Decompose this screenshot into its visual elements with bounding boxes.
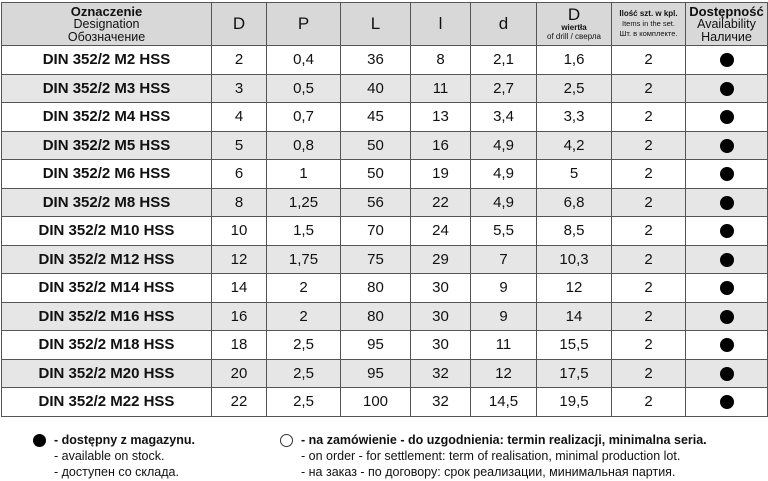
in-stock-dot-icon (720, 110, 734, 124)
cell-d: 9 (471, 302, 537, 331)
cell-quantity: 2 (612, 217, 686, 246)
cell-availability (686, 103, 768, 132)
cell-P: 1,5 (267, 217, 341, 246)
cell-L: 70 (341, 217, 411, 246)
header-row (2, 3, 768, 46)
empty-circle-icon (280, 434, 293, 447)
cell-drill: 17,5 (537, 359, 612, 388)
in-stock-dot-icon (720, 310, 734, 324)
filled-circle-icon (33, 434, 46, 447)
cell-availability (686, 74, 768, 103)
cell-drill: 12 (537, 274, 612, 303)
cell-drill: 3,3 (537, 103, 612, 132)
cell-designation: DIN 352/2 M4 HSS (2, 103, 212, 132)
cell-availability (686, 359, 768, 388)
in-stock-dot-icon (720, 53, 734, 67)
cell-D: 18 (212, 331, 267, 360)
cell-availability (686, 188, 768, 217)
cell-quantity: 2 (612, 131, 686, 160)
cell-availability (686, 331, 768, 360)
table-row (2, 131, 768, 160)
table-row (2, 188, 768, 217)
cell-P: 0,4 (267, 46, 341, 75)
cell-l: 24 (411, 217, 471, 246)
legend-in-stock: - dostępny z magazynu. - available on stock. - доступен со склада. (33, 432, 195, 480)
cell-drill: 14 (537, 302, 612, 331)
cell-l: 11 (411, 74, 471, 103)
cell-drill: 19,5 (537, 388, 612, 417)
cell-L: 100 (341, 388, 411, 417)
cell-designation: DIN 352/2 M14 HSS (2, 274, 212, 303)
cell-L: 95 (341, 359, 411, 388)
cell-L: 56 (341, 188, 411, 217)
header-availability: Dostępność Availability Наличие (686, 3, 768, 46)
cell-quantity: 2 (612, 103, 686, 132)
cell-l: 29 (411, 245, 471, 274)
cell-P: 0,7 (267, 103, 341, 132)
table-row (2, 46, 768, 75)
in-stock-dot-icon (720, 253, 734, 267)
header-drill-diameter: D wiertła of drill / сверла (537, 3, 612, 46)
spec-table (1, 2, 768, 417)
cell-l: 8 (411, 46, 471, 75)
cell-availability (686, 217, 768, 246)
cell-L: 75 (341, 245, 411, 274)
header-quantity: Ilość szt. w kpl. Items in the set. Шт. в комплекте. (612, 3, 686, 46)
cell-P: 2,5 (267, 359, 341, 388)
cell-l: 22 (411, 188, 471, 217)
cell-L: 80 (341, 302, 411, 331)
table-row (2, 388, 768, 417)
cell-availability (686, 46, 768, 75)
cell-d: 2,7 (471, 74, 537, 103)
header-P: P (267, 3, 341, 46)
cell-P: 2,5 (267, 331, 341, 360)
cell-d: 12 (471, 359, 537, 388)
cell-P: 2 (267, 274, 341, 303)
cell-d: 2,1 (471, 46, 537, 75)
table-row (2, 245, 768, 274)
cell-D: 8 (212, 188, 267, 217)
cell-d: 14,5 (471, 388, 537, 417)
cell-l: 30 (411, 302, 471, 331)
cell-designation: DIN 352/2 M8 HSS (2, 188, 212, 217)
header-d: d (471, 3, 537, 46)
cell-drill: 2,5 (537, 74, 612, 103)
header-L: L (341, 3, 411, 46)
cell-designation: DIN 352/2 M22 HSS (2, 388, 212, 417)
cell-d: 11 (471, 331, 537, 360)
in-stock-dot-icon (720, 395, 734, 409)
cell-D: 16 (212, 302, 267, 331)
cell-designation: DIN 352/2 M10 HSS (2, 217, 212, 246)
cell-D: 20 (212, 359, 267, 388)
cell-D: 6 (212, 160, 267, 189)
cell-drill: 10,3 (537, 245, 612, 274)
cell-availability (686, 274, 768, 303)
cell-D: 3 (212, 74, 267, 103)
cell-d: 9 (471, 274, 537, 303)
cell-d: 4,9 (471, 160, 537, 189)
cell-quantity: 2 (612, 274, 686, 303)
cell-P: 2,5 (267, 388, 341, 417)
cell-d: 3,4 (471, 103, 537, 132)
cell-availability (686, 388, 768, 417)
table-row (2, 74, 768, 103)
cell-designation: DIN 352/2 M5 HSS (2, 131, 212, 160)
cell-designation: DIN 352/2 M2 HSS (2, 46, 212, 75)
table-body (2, 46, 768, 417)
table-row (2, 359, 768, 388)
cell-quantity: 2 (612, 74, 686, 103)
cell-drill: 4,2 (537, 131, 612, 160)
cell-D: 14 (212, 274, 267, 303)
cell-d: 5,5 (471, 217, 537, 246)
cell-l: 19 (411, 160, 471, 189)
cell-D: 5 (212, 131, 267, 160)
table-row (2, 302, 768, 331)
cell-P: 1,75 (267, 245, 341, 274)
cell-quantity: 2 (612, 245, 686, 274)
cell-L: 45 (341, 103, 411, 132)
in-stock-dot-icon (720, 82, 734, 96)
cell-d: 4,9 (471, 188, 537, 217)
cell-designation: DIN 352/2 M18 HSS (2, 331, 212, 360)
in-stock-dot-icon (720, 224, 734, 238)
cell-P: 0,8 (267, 131, 341, 160)
cell-P: 2 (267, 302, 341, 331)
in-stock-dot-icon (720, 167, 734, 181)
in-stock-dot-icon (720, 281, 734, 295)
header-l: l (411, 3, 471, 46)
cell-quantity: 2 (612, 388, 686, 417)
cell-drill: 15,5 (537, 331, 612, 360)
cell-L: 36 (341, 46, 411, 75)
cell-designation: DIN 352/2 M3 HSS (2, 74, 212, 103)
table-row (2, 103, 768, 132)
cell-P: 1 (267, 160, 341, 189)
cell-designation: DIN 352/2 M20 HSS (2, 359, 212, 388)
header-D: D (212, 3, 267, 46)
cell-L: 50 (341, 131, 411, 160)
in-stock-dot-icon (720, 139, 734, 153)
header-designation: Oznaczenie Designation Обозначение (2, 3, 212, 46)
legend-on-order: - na zamówienie - do uzgodnienia: termin realizacji, minimalna seria. - on order - for settlement: term of realisation, minimal production lot. - на заказ - по договору: срок реализации, минимальная партия. (280, 432, 707, 480)
cell-availability (686, 245, 768, 274)
table-row (2, 331, 768, 360)
cell-l: 30 (411, 331, 471, 360)
cell-D: 22 (212, 388, 267, 417)
cell-designation: DIN 352/2 M6 HSS (2, 160, 212, 189)
cell-drill: 1,6 (537, 46, 612, 75)
cell-availability (686, 302, 768, 331)
in-stock-dot-icon (720, 338, 734, 352)
cell-l: 30 (411, 274, 471, 303)
cell-D: 2 (212, 46, 267, 75)
cell-L: 50 (341, 160, 411, 189)
cell-drill: 5 (537, 160, 612, 189)
cell-P: 1,25 (267, 188, 341, 217)
table-row (2, 217, 768, 246)
cell-L: 95 (341, 331, 411, 360)
cell-designation: DIN 352/2 M16 HSS (2, 302, 212, 331)
cell-P: 0,5 (267, 74, 341, 103)
cell-drill: 8,5 (537, 217, 612, 246)
cell-D: 4 (212, 103, 267, 132)
cell-l: 32 (411, 359, 471, 388)
cell-L: 80 (341, 274, 411, 303)
table-row (2, 274, 768, 303)
cell-availability (686, 160, 768, 189)
in-stock-dot-icon (720, 196, 734, 210)
cell-d: 4,9 (471, 131, 537, 160)
cell-l: 16 (411, 131, 471, 160)
cell-quantity: 2 (612, 160, 686, 189)
cell-drill: 6,8 (537, 188, 612, 217)
cell-quantity: 2 (612, 188, 686, 217)
cell-D: 10 (212, 217, 267, 246)
cell-designation: DIN 352/2 M12 HSS (2, 245, 212, 274)
cell-l: 13 (411, 103, 471, 132)
cell-d: 7 (471, 245, 537, 274)
cell-D: 12 (212, 245, 267, 274)
cell-L: 40 (341, 74, 411, 103)
cell-quantity: 2 (612, 331, 686, 360)
cell-quantity: 2 (612, 46, 686, 75)
cell-quantity: 2 (612, 302, 686, 331)
table-row (2, 160, 768, 189)
cell-l: 32 (411, 388, 471, 417)
cell-quantity: 2 (612, 359, 686, 388)
in-stock-dot-icon (720, 367, 734, 381)
cell-availability (686, 131, 768, 160)
